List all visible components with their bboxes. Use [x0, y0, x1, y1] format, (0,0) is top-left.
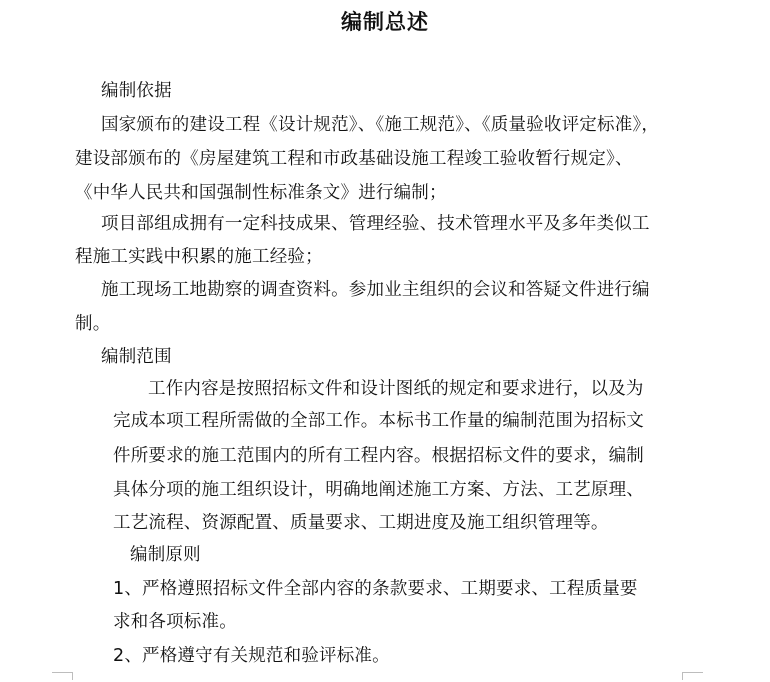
- scope-line-1: 工作内容是按照招标文件和设计图纸的规定和要求进行，以及为: [148, 379, 644, 399]
- document-title: 编制总述: [341, 10, 429, 34]
- page-corner-mark-left: [52, 672, 73, 680]
- principles-line-2: 求和各项标准。: [113, 612, 237, 632]
- basis-line-3: 《中华人民共和国强制性标准条文》进行编制；: [75, 183, 447, 203]
- principles-line-3: 2、严格遵守有关规范和验评标准。: [113, 646, 390, 666]
- basis-line-6: 施工现场工地勘察的调查资料。参加业主组织的会议和答疑文件进行编: [101, 280, 650, 300]
- section-heading-principles: 编制原则: [130, 545, 201, 565]
- principles-line-1: 1、严格遵照招标文件全部内容的条款要求、工期要求、工程质量要: [113, 579, 638, 599]
- basis-line-2: 建设部颁布的《房屋建筑工程和市政基础设施工程竣工验收暂行规定》、: [75, 149, 633, 169]
- scope-line-5: 工艺流程、资源配置、质量要求、工期进度及施工组织管理等。: [113, 513, 609, 533]
- basis-line-1: 国家颁布的建设工程《设计规范》、《施工规范》、《质量验收评定标准》，: [101, 115, 660, 135]
- page-corner-mark-right: [682, 672, 703, 680]
- section-heading-basis: 编制依据: [101, 81, 172, 101]
- section-heading-scope: 编制范围: [101, 347, 172, 367]
- scope-line-4: 具体分项的施工组织设计，明确地阐述施工方案、方法、工艺原理、: [113, 480, 644, 500]
- basis-line-4: 项目部组成拥有一定科技成果、管理经验、技术管理水平及多年类似工: [101, 214, 650, 234]
- scope-line-3: 件所要求的施工范围内的所有工程内容。根据招标文件的要求，编制: [113, 446, 644, 466]
- basis-line-5: 程施工实践中积累的施工经验；: [75, 247, 323, 267]
- scope-line-2: 完成本项工程所需做的全部工作。本标书工作量的编制范围为招标文: [113, 411, 644, 431]
- basis-line-7: 制。: [75, 314, 111, 334]
